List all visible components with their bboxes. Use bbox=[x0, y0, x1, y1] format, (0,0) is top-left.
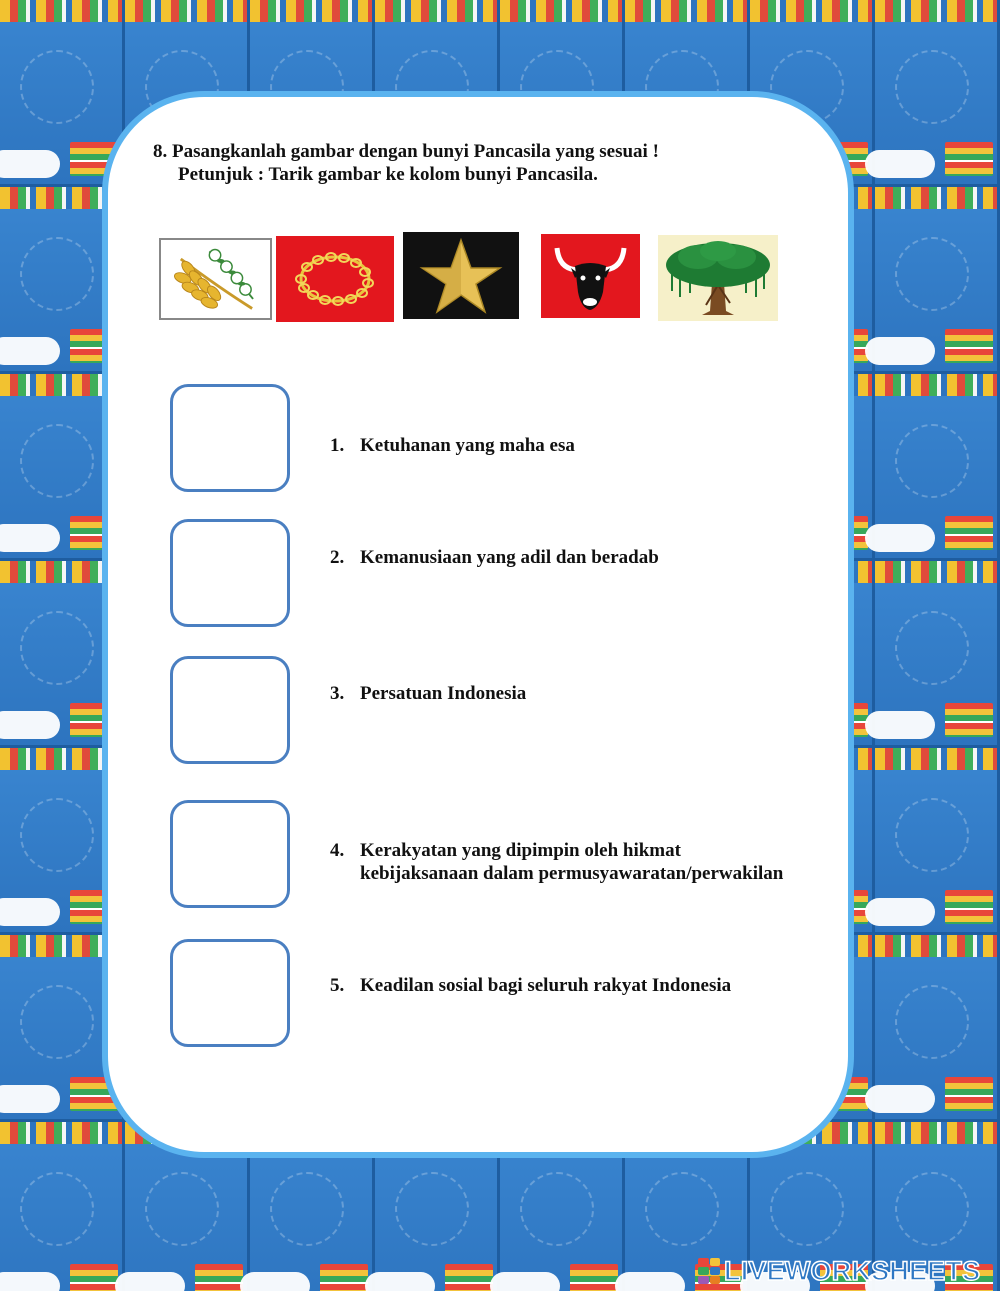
item-text: Kerakyatan yang dipimpin oleh hikmat bbox=[360, 840, 681, 861]
background-tile bbox=[875, 187, 1000, 374]
background-tile bbox=[0, 561, 125, 748]
item-number: 5. bbox=[330, 975, 345, 996]
background-tile bbox=[0, 374, 125, 561]
background-tile bbox=[0, 1122, 125, 1291]
background-tile bbox=[0, 187, 125, 374]
question-hint: Petunjuk : Tarik gambar ke kolom bunyi Pancasila. bbox=[178, 164, 598, 185]
sila-item-5 bbox=[330, 974, 731, 997]
item-number: 3. bbox=[330, 683, 345, 704]
liveworksheets-wordmark: LIVEWORKSHEETS bbox=[724, 1255, 981, 1286]
sila-item-3 bbox=[330, 682, 526, 705]
item-number: 2. bbox=[330, 547, 345, 568]
item-text-continued: kebijaksanaan dalam permusyawaratan/perwakilan bbox=[360, 863, 784, 884]
item-text: Keadilan sosial bagi seluruh rakyat Indonesia bbox=[360, 975, 732, 996]
bull-head-icon[interactable] bbox=[541, 234, 640, 318]
liveworksheets-icon bbox=[698, 1258, 720, 1284]
drop-box-5[interactable] bbox=[170, 939, 290, 1047]
background-tile bbox=[875, 748, 1000, 935]
background-tile bbox=[0, 0, 125, 187]
star-icon[interactable] bbox=[403, 232, 519, 319]
background-tile bbox=[0, 748, 125, 935]
sila-item-1 bbox=[330, 434, 575, 457]
sila-item-4 bbox=[330, 839, 783, 885]
item-text: Persatuan Indonesia bbox=[360, 683, 527, 704]
sila-item-2 bbox=[330, 546, 659, 569]
item-text: Ketuhanan yang maha esa bbox=[360, 435, 575, 456]
question-title: 8. Pasangkanlah gambar dengan bunyi Pancasila yang sesuai ! bbox=[153, 141, 659, 162]
drop-box-2[interactable] bbox=[170, 519, 290, 627]
drop-box-3[interactable] bbox=[170, 656, 290, 764]
item-number: 1. bbox=[330, 435, 345, 456]
background-tile bbox=[875, 374, 1000, 561]
background-tile bbox=[0, 935, 125, 1122]
rice-cotton-icon[interactable] bbox=[159, 238, 272, 320]
background-tile bbox=[875, 935, 1000, 1122]
background-tile bbox=[875, 0, 1000, 187]
item-text: Kemanusiaan yang adil dan beradab bbox=[360, 547, 659, 568]
drop-box-1[interactable] bbox=[170, 384, 290, 492]
liveworksheets-logo bbox=[698, 1256, 980, 1286]
item-number: 4. bbox=[330, 840, 345, 861]
banyan-tree-icon[interactable] bbox=[658, 235, 778, 321]
background-tile bbox=[875, 561, 1000, 748]
chain-icon[interactable] bbox=[276, 236, 394, 322]
drop-box-4[interactable] bbox=[170, 800, 290, 908]
